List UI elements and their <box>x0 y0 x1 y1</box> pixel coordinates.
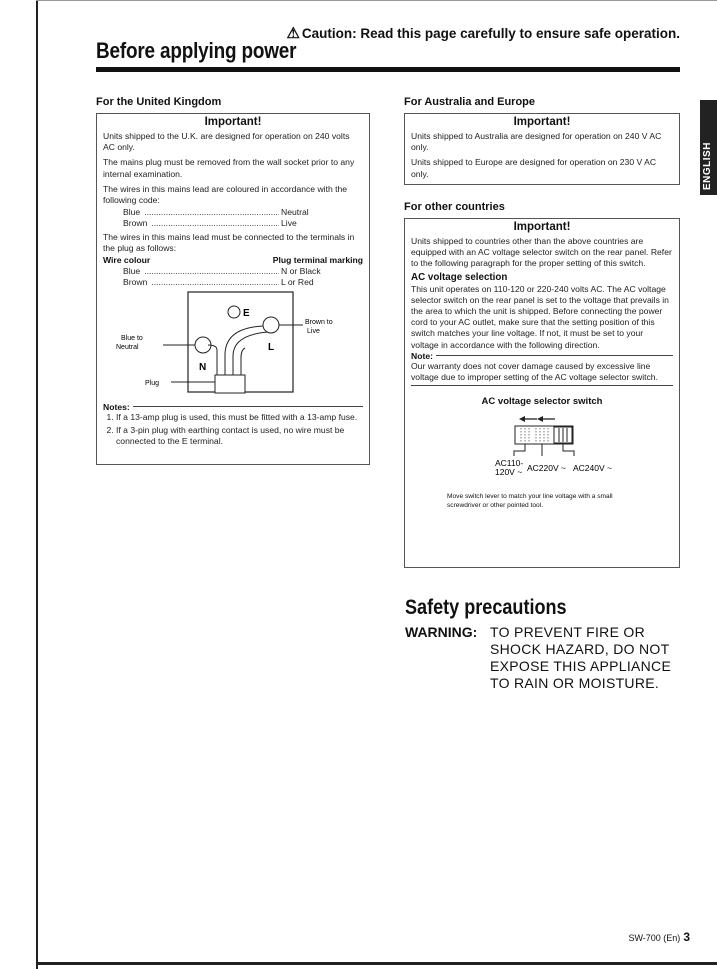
diagram-l-label: L <box>268 341 275 353</box>
footer-model: SW-700 (En) <box>628 933 681 943</box>
caution-text: Caution: Read this page carefully to ensure safe operation. <box>301 26 680 41</box>
diagram-live-label: Live <box>307 327 320 335</box>
switch-label-240: AC240V ~ <box>573 463 612 474</box>
aus-p2: Units shipped to Europe are designed for operation on 230 V AC only. <box>411 157 657 179</box>
aus-heading: For Australia and Europe <box>404 96 536 108</box>
uk-notes-list <box>103 412 363 447</box>
page-left-border <box>36 0 38 969</box>
aus-important-box <box>404 113 680 185</box>
warning-text <box>490 624 700 692</box>
switch-label-110b: 120V ~ <box>495 467 523 478</box>
warning-line: EXPOSE THIS APPLIANCE <box>490 658 672 674</box>
diagram-e-label: E <box>243 307 250 319</box>
page-footer <box>560 930 690 944</box>
uk-note-item: 1. If a 13-amp plug is used, this must be fitted with a 13-amp fuse. <box>116 412 363 423</box>
other-note: Our warranty does not cover damage caused by excessive line voltage due to improper setting of the AC voltage selector switch. <box>411 360 658 383</box>
language-tab <box>700 100 717 195</box>
other-box-title: Important! <box>513 221 571 233</box>
uk-terminal-header: Wire colour Plug terminal marking <box>103 254 363 265</box>
note-rule <box>411 385 673 386</box>
diagram-n-label: N <box>199 361 207 373</box>
uk-notes-label: Notes: <box>103 402 363 412</box>
warning-triangle-icon: ⚠ <box>286 25 300 42</box>
uk-important-box <box>96 113 370 465</box>
language-tab-label: ENGLISH <box>702 142 713 190</box>
safety-title: Safety precautions <box>405 596 567 619</box>
switch-label-220: AC220V ~ <box>527 463 566 474</box>
other-p1: Units shipped to countries other than the above countries are equipped with an AC voltage selector switch on the rear panel. Refer to the following paragraph for the proper setting of this switch. <box>411 236 672 269</box>
page-top-rule <box>36 0 717 1</box>
uk-terminal-row: Blue ..... N or Black <box>103 266 363 277</box>
uk-box-title: Important! <box>204 116 262 128</box>
plug-wiring-diagram <box>103 290 363 400</box>
page-number: 3 <box>683 930 690 944</box>
warning-line: TO RAIN OR MOISTURE. <box>490 675 660 691</box>
title-rule <box>96 67 680 72</box>
diagram-blue-label: Blue to <box>121 334 143 342</box>
switch-label-110: AC110- <box>495 458 524 469</box>
warning-label: WARNING: <box>405 624 478 640</box>
uk-p2: The mains plug must be removed from the wall socket prior to any internal examination. <box>103 157 355 179</box>
other-important-box <box>404 218 680 568</box>
uk-code-row: Brown ..... Live <box>103 218 363 229</box>
ac-voltage-subheading: AC voltage selection <box>411 271 508 283</box>
warning-line: TO PREVENT FIRE OR <box>490 624 646 640</box>
switch-caption: Move switch lever to match your line voltage with a small screwdriver or other pointed tool. <box>447 493 613 509</box>
warning-line: SHOCK HAZARD, DO NOT <box>490 641 670 657</box>
other-p2: This unit operates on 110-120 or 220-240 volts AC. The AC voltage selector switch on the rear panel is set to the voltage that prevails in the area to which the unit is shipped. Before connecting the power cord to your AC outlet, make sure that the setting position of this switch matches your line voltage. If not, it must be set to your voltage in accordance with the following direction. <box>411 283 669 350</box>
page-bottom-rule <box>36 962 717 965</box>
other-note-label: Note: <box>411 351 673 361</box>
uk-note-item: 2. If a 3-pin plug with earthing contact is used, no wire must be connected to the E terminal. <box>116 425 363 447</box>
diagram-brown-label: Brown to <box>305 318 333 326</box>
uk-p1: Units shipped to the U.K. are designed for operation on 240 volts AC only. <box>103 131 350 153</box>
voltage-switch-diagram <box>411 413 675 491</box>
uk-code-row: Blue ..... Neutral <box>103 207 363 218</box>
aus-p1: Units shipped to Australia are designed for operation on 240 V AC only. <box>411 131 662 153</box>
other-heading: For other countries <box>404 201 505 213</box>
page-title: Before applying power <box>96 38 297 63</box>
diagram-neutral-label: Neutral <box>116 343 139 351</box>
diagram-plug-label: Plug <box>145 379 160 387</box>
uk-p3: The wires in this mains lead are coloured in accordance with the following code: <box>103 183 348 206</box>
aus-box-title: Important! <box>513 116 571 128</box>
uk-terminal-row: Brown ..... L or Red <box>103 277 363 288</box>
switch-title: AC voltage selector switch <box>481 396 603 408</box>
uk-heading: For the United Kingdom <box>96 96 222 108</box>
uk-p4: The wires in this mains lead must be connected to the terminals in the plug as follows: <box>103 232 355 254</box>
